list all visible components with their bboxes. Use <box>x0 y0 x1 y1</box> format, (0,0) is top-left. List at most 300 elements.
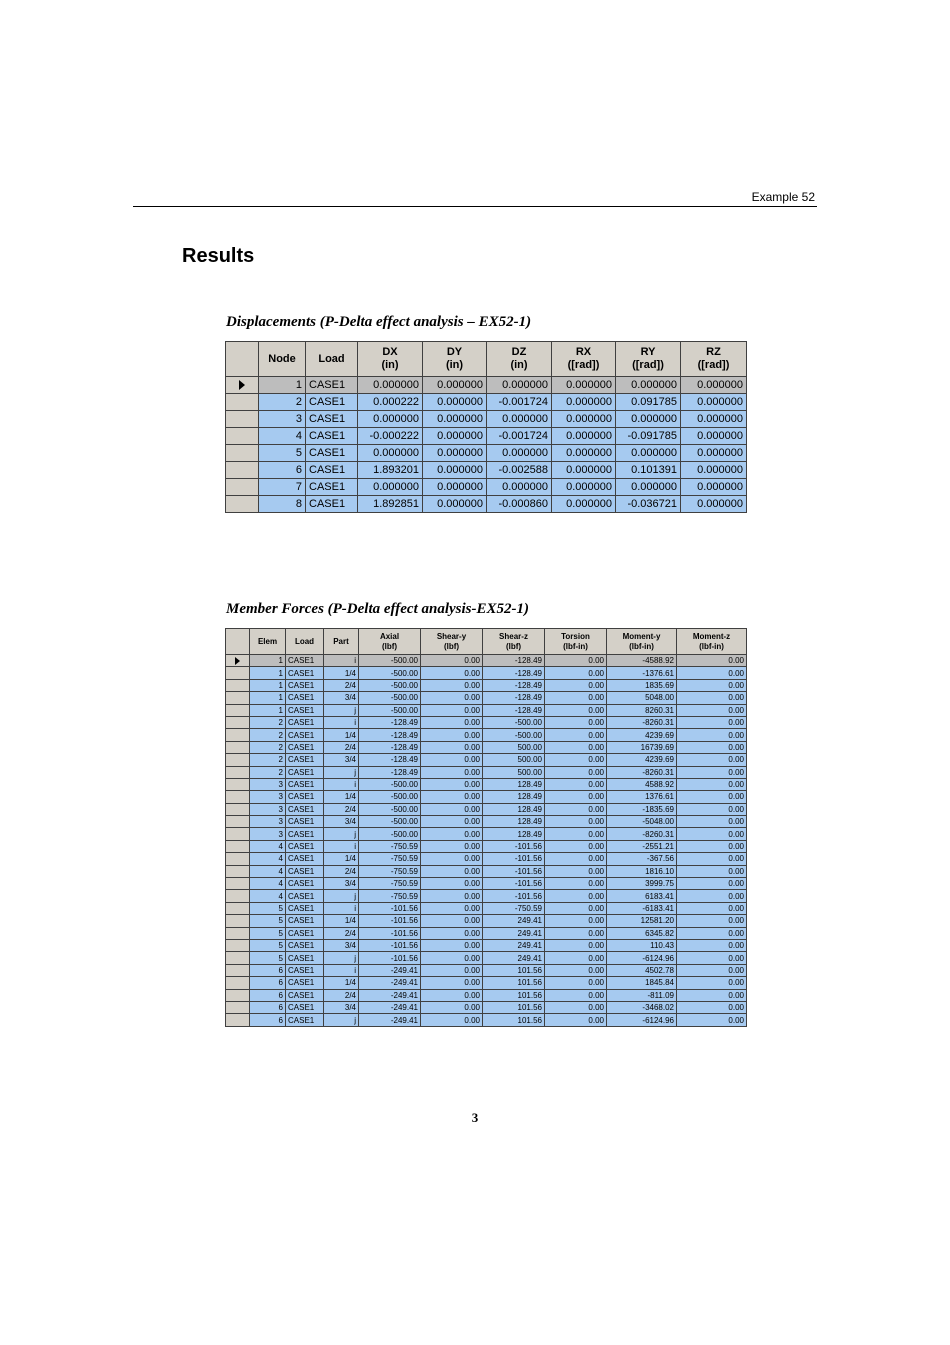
table-cell[interactable]: 1/4 <box>324 729 359 741</box>
table-row[interactable] <box>226 741 747 753</box>
table-row[interactable] <box>226 927 747 939</box>
table-cell[interactable]: CASE1 <box>306 445 358 462</box>
table-cell[interactable]: 4 <box>250 890 286 902</box>
table-cell[interactable]: 0.00 <box>421 890 483 902</box>
table-cell[interactable]: -500.00 <box>359 692 421 704</box>
table-row[interactable] <box>226 853 747 865</box>
table-cell[interactable]: 0.00 <box>421 741 483 753</box>
table-cell[interactable]: 6345.82 <box>607 927 677 939</box>
table-cell[interactable]: 0.00 <box>545 878 607 890</box>
table-cell[interactable]: -128.49 <box>483 692 545 704</box>
table-cell[interactable]: 0.000000 <box>616 479 681 496</box>
column-header[interactable]: RZ ([rad]) <box>681 342 747 377</box>
table-cell[interactable]: 0.00 <box>545 890 607 902</box>
table-cell[interactable]: 1 <box>250 692 286 704</box>
table-cell[interactable]: 0.000000 <box>487 479 552 496</box>
table-cell[interactable]: 0.00 <box>677 840 747 852</box>
table-cell[interactable]: 0.00 <box>677 989 747 1001</box>
row-selector[interactable] <box>226 853 250 865</box>
row-selector[interactable] <box>226 952 250 964</box>
table-cell[interactable]: -4588.92 <box>607 655 677 667</box>
table-cell[interactable]: 0.00 <box>421 791 483 803</box>
table-cell[interactable]: -0.091785 <box>616 428 681 445</box>
table-cell[interactable]: 2 <box>250 766 286 778</box>
table-cell[interactable]: 0.00 <box>421 766 483 778</box>
row-selector[interactable] <box>226 766 250 778</box>
table-cell[interactable]: -101.56 <box>483 840 545 852</box>
table-cell[interactable]: 0.00 <box>421 939 483 951</box>
table-cell[interactable]: 0.00 <box>421 865 483 877</box>
table-cell[interactable]: CASE1 <box>286 865 324 877</box>
table-cell[interactable]: -500.00 <box>359 816 421 828</box>
table-cell[interactable]: 0.00 <box>545 927 607 939</box>
table-cell[interactable]: 8 <box>259 496 306 513</box>
table-cell[interactable]: 1.892851 <box>358 496 423 513</box>
table-cell[interactable]: -500.00 <box>359 704 421 716</box>
column-header[interactable]: Shear-y (lbf) <box>421 629 483 655</box>
table-cell[interactable]: 4239.69 <box>607 754 677 766</box>
table-cell[interactable]: 5 <box>250 902 286 914</box>
table-row[interactable] <box>226 964 747 976</box>
table-cell[interactable]: 0.00 <box>545 667 607 679</box>
table-cell[interactable]: 0.00 <box>677 803 747 815</box>
table-cell[interactable]: i <box>324 716 359 728</box>
table-cell[interactable]: j <box>324 766 359 778</box>
table-cell[interactable]: i <box>324 840 359 852</box>
table-cell[interactable]: -101.56 <box>359 915 421 927</box>
table-cell[interactable]: 1 <box>250 655 286 667</box>
table-cell[interactable]: -0.000222 <box>358 428 423 445</box>
table-cell[interactable]: 5 <box>259 445 306 462</box>
table-cell[interactable]: CASE1 <box>286 679 324 691</box>
table-cell[interactable]: -6124.96 <box>607 1014 677 1026</box>
table-cell[interactable]: CASE1 <box>286 977 324 989</box>
table-cell[interactable]: 0.00 <box>677 828 747 840</box>
table-cell[interactable]: 0.000000 <box>552 411 616 428</box>
table-cell[interactable]: 0.000000 <box>423 479 487 496</box>
table-cell[interactable]: 0.00 <box>421 964 483 976</box>
table-cell[interactable]: -811.09 <box>607 989 677 1001</box>
table-cell[interactable]: 101.56 <box>483 989 545 1001</box>
table-cell[interactable]: 0.00 <box>545 655 607 667</box>
table-cell[interactable]: 249.41 <box>483 915 545 927</box>
table-cell[interactable]: -0.002588 <box>487 462 552 479</box>
table-cell[interactable]: 0.000000 <box>487 411 552 428</box>
table-row[interactable] <box>226 411 747 428</box>
table-cell[interactable]: 0.00 <box>545 741 607 753</box>
table-cell[interactable]: -101.56 <box>483 853 545 865</box>
table-cell[interactable]: 2/4 <box>324 741 359 753</box>
table-cell[interactable]: 500.00 <box>483 766 545 778</box>
table-cell[interactable]: 0.00 <box>545 828 607 840</box>
table-cell[interactable]: -5048.00 <box>607 816 677 828</box>
table-cell[interactable]: 0.000000 <box>423 377 487 394</box>
table-cell[interactable]: 2/4 <box>324 989 359 1001</box>
table-cell[interactable]: 0.00 <box>421 828 483 840</box>
table-cell[interactable]: 6 <box>259 462 306 479</box>
table-cell[interactable]: 0.000000 <box>552 428 616 445</box>
row-selector[interactable] <box>226 816 250 828</box>
table-row[interactable] <box>226 865 747 877</box>
table-cell[interactable]: 0.00 <box>421 840 483 852</box>
table-cell[interactable]: -500.00 <box>483 716 545 728</box>
table-cell[interactable]: 0.00 <box>421 704 483 716</box>
table-cell[interactable]: 0.000000 <box>552 377 616 394</box>
table-cell[interactable]: 0.00 <box>677 679 747 691</box>
table-cell[interactable]: CASE1 <box>286 902 324 914</box>
table-cell[interactable]: 0.00 <box>545 778 607 790</box>
table-cell[interactable]: -3468.02 <box>607 1001 677 1013</box>
table-cell[interactable]: i <box>324 655 359 667</box>
table-row[interactable] <box>226 939 747 951</box>
table-row[interactable] <box>226 462 747 479</box>
row-selector[interactable] <box>226 667 250 679</box>
table-cell[interactable]: -249.41 <box>359 1001 421 1013</box>
table-row[interactable] <box>226 890 747 902</box>
row-selector[interactable] <box>226 679 250 691</box>
table-cell[interactable]: 0.000222 <box>358 394 423 411</box>
row-selector[interactable] <box>226 704 250 716</box>
row-selector[interactable] <box>226 411 259 428</box>
table-row[interactable] <box>226 445 747 462</box>
row-selector[interactable] <box>226 655 250 667</box>
row-selector[interactable] <box>226 479 259 496</box>
table-cell[interactable]: 0.00 <box>677 791 747 803</box>
table-row[interactable] <box>226 667 747 679</box>
table-cell[interactable]: 0.00 <box>677 890 747 902</box>
column-header[interactable]: Part <box>324 629 359 655</box>
table-cell[interactable]: CASE1 <box>286 692 324 704</box>
table-cell[interactable]: -750.59 <box>359 853 421 865</box>
table-cell[interactable]: 0.00 <box>421 1014 483 1026</box>
table-cell[interactable]: 0.00 <box>421 667 483 679</box>
table-cell[interactable]: 0.00 <box>545 853 607 865</box>
table-cell[interactable]: 0.00 <box>545 729 607 741</box>
table-cell[interactable]: 0.00 <box>545 952 607 964</box>
table-cell[interactable]: CASE1 <box>286 1001 324 1013</box>
row-selector[interactable] <box>226 890 250 902</box>
column-header[interactable]: Axial (lbf) <box>359 629 421 655</box>
row-selector[interactable] <box>226 915 250 927</box>
table-cell[interactable]: CASE1 <box>286 704 324 716</box>
table-row[interactable] <box>226 778 747 790</box>
row-selector[interactable] <box>226 729 250 741</box>
table-cell[interactable]: 0.000000 <box>681 496 747 513</box>
table-cell[interactable]: CASE1 <box>286 964 324 976</box>
table-cell[interactable]: i <box>324 778 359 790</box>
table-cell[interactable]: 3999.75 <box>607 878 677 890</box>
table-cell[interactable]: CASE1 <box>306 428 358 445</box>
table-cell[interactable]: 500.00 <box>483 754 545 766</box>
table-cell[interactable]: 0.00 <box>677 1014 747 1026</box>
table-cell[interactable]: -2551.21 <box>607 840 677 852</box>
table-cell[interactable]: -750.59 <box>483 902 545 914</box>
table-cell[interactable]: -128.49 <box>359 766 421 778</box>
table-cell[interactable]: 12581.20 <box>607 915 677 927</box>
table-cell[interactable]: j <box>324 828 359 840</box>
table-cell[interactable]: 0.00 <box>545 754 607 766</box>
table-cell[interactable]: 0.00 <box>421 816 483 828</box>
table-cell[interactable]: 0.000000 <box>552 462 616 479</box>
table-cell[interactable]: 0.000000 <box>681 428 747 445</box>
table-cell[interactable]: j <box>324 1014 359 1026</box>
column-header[interactable]: Load <box>306 342 358 377</box>
table-cell[interactable]: 3/4 <box>324 816 359 828</box>
table-cell[interactable]: -500.00 <box>359 667 421 679</box>
table-cell[interactable]: 0.00 <box>545 716 607 728</box>
table-cell[interactable]: -249.41 <box>359 964 421 976</box>
table-cell[interactable]: 3 <box>250 778 286 790</box>
table-cell[interactable]: 0.00 <box>421 729 483 741</box>
table-cell[interactable]: 128.49 <box>483 778 545 790</box>
table-cell[interactable]: 1 <box>250 667 286 679</box>
table-cell[interactable]: 0.000000 <box>681 377 747 394</box>
table-cell[interactable]: j <box>324 704 359 716</box>
table-cell[interactable]: 0.00 <box>545 679 607 691</box>
table-cell[interactable]: 0.000000 <box>423 445 487 462</box>
table-cell[interactable]: -1376.61 <box>607 667 677 679</box>
table-cell[interactable]: 2/4 <box>324 927 359 939</box>
table-cell[interactable]: -128.49 <box>359 754 421 766</box>
row-selector[interactable] <box>226 377 259 394</box>
table-cell[interactable]: 0.000000 <box>552 394 616 411</box>
table-cell[interactable]: 0.00 <box>677 1001 747 1013</box>
table-cell[interactable]: 128.49 <box>483 803 545 815</box>
row-selector[interactable] <box>226 989 250 1001</box>
table-cell[interactable]: -500.00 <box>359 778 421 790</box>
table-cell[interactable]: 128.49 <box>483 791 545 803</box>
table-cell[interactable]: 3/4 <box>324 754 359 766</box>
table-cell[interactable]: 0.00 <box>545 791 607 803</box>
table-cell[interactable]: -0.036721 <box>616 496 681 513</box>
table-cell[interactable]: 3/4 <box>324 1001 359 1013</box>
table-cell[interactable]: 1845.84 <box>607 977 677 989</box>
table-cell[interactable]: 0.000000 <box>681 394 747 411</box>
table-cell[interactable]: 0.00 <box>677 655 747 667</box>
table-cell[interactable]: CASE1 <box>286 890 324 902</box>
row-selector[interactable] <box>226 902 250 914</box>
table-cell[interactable]: 0.00 <box>545 1001 607 1013</box>
table-cell[interactable]: 0.00 <box>677 816 747 828</box>
row-selector[interactable] <box>226 939 250 951</box>
table-cell[interactable]: 2/4 <box>324 679 359 691</box>
table-cell[interactable]: 4502.78 <box>607 964 677 976</box>
table-cell[interactable]: 0.000000 <box>423 394 487 411</box>
table-cell[interactable]: 4 <box>250 865 286 877</box>
table-row[interactable] <box>226 479 747 496</box>
table-cell[interactable]: -8260.31 <box>607 828 677 840</box>
table-cell[interactable]: -101.56 <box>359 939 421 951</box>
table-cell[interactable]: 0.000000 <box>423 428 487 445</box>
table-row[interactable] <box>226 377 747 394</box>
table-cell[interactable]: 0.000000 <box>358 377 423 394</box>
table-cell[interactable]: 7 <box>259 479 306 496</box>
table-cell[interactable]: 6 <box>250 1014 286 1026</box>
table-cell[interactable]: 0.00 <box>677 704 747 716</box>
table-row[interactable] <box>226 915 747 927</box>
column-header[interactable]: Node <box>259 342 306 377</box>
table-cell[interactable]: 0.00 <box>677 741 747 753</box>
table-cell[interactable]: 0.00 <box>421 915 483 927</box>
table-cell[interactable]: 0.000000 <box>681 479 747 496</box>
table-row[interactable] <box>226 496 747 513</box>
table-cell[interactable]: 4588.92 <box>607 778 677 790</box>
table-cell[interactable]: -0.001724 <box>487 428 552 445</box>
table-cell[interactable]: 2 <box>250 741 286 753</box>
table-cell[interactable]: CASE1 <box>286 878 324 890</box>
table-cell[interactable]: -101.56 <box>359 952 421 964</box>
table-row[interactable] <box>226 1001 747 1013</box>
row-selector[interactable] <box>226 878 250 890</box>
table-cell[interactable]: CASE1 <box>286 741 324 753</box>
table-cell[interactable]: 0.00 <box>545 840 607 852</box>
table-cell[interactable]: CASE1 <box>286 828 324 840</box>
table-cell[interactable]: 3/4 <box>324 692 359 704</box>
table-cell[interactable]: CASE1 <box>286 939 324 951</box>
table-row[interactable] <box>226 679 747 691</box>
table-cell[interactable]: -500.00 <box>483 729 545 741</box>
table-cell[interactable]: 0.00 <box>545 964 607 976</box>
table-cell[interactable]: -8260.31 <box>607 766 677 778</box>
table-cell[interactable]: 5 <box>250 915 286 927</box>
table-cell[interactable]: CASE1 <box>306 394 358 411</box>
table-cell[interactable]: 3 <box>259 411 306 428</box>
row-selector[interactable] <box>226 1001 250 1013</box>
table-row[interactable] <box>226 952 747 964</box>
table-cell[interactable]: CASE1 <box>286 754 324 766</box>
table-cell[interactable]: -128.49 <box>483 655 545 667</box>
table-cell[interactable]: 2 <box>259 394 306 411</box>
table-cell[interactable]: 0.00 <box>421 803 483 815</box>
row-selector[interactable] <box>226 865 250 877</box>
table-cell[interactable]: 3/4 <box>324 939 359 951</box>
table-cell[interactable]: 5 <box>250 952 286 964</box>
table-cell[interactable]: 0.00 <box>677 927 747 939</box>
table-cell[interactable]: 3 <box>250 803 286 815</box>
table-cell[interactable]: 0.00 <box>677 667 747 679</box>
row-selector[interactable] <box>226 741 250 753</box>
table-cell[interactable]: 5 <box>250 939 286 951</box>
column-header[interactable]: RY ([rad]) <box>616 342 681 377</box>
row-selector[interactable] <box>226 394 259 411</box>
row-selector[interactable] <box>226 927 250 939</box>
table-cell[interactable]: CASE1 <box>286 816 324 828</box>
table-row[interactable] <box>226 816 747 828</box>
table-cell[interactable]: 1376.61 <box>607 791 677 803</box>
table-cell[interactable]: 0.00 <box>677 952 747 964</box>
table-cell[interactable]: 0.000000 <box>423 462 487 479</box>
row-selector[interactable] <box>226 462 259 479</box>
table-cell[interactable]: CASE1 <box>306 479 358 496</box>
table-cell[interactable]: 1/4 <box>324 791 359 803</box>
column-header[interactable]: DX (in) <box>358 342 423 377</box>
table-cell[interactable]: 1/4 <box>324 915 359 927</box>
column-header[interactable]: Shear-z (lbf) <box>483 629 545 655</box>
table-cell[interactable]: 4239.69 <box>607 729 677 741</box>
row-selector[interactable] <box>226 977 250 989</box>
table-cell[interactable]: -750.59 <box>359 840 421 852</box>
table-cell[interactable]: 0.00 <box>677 853 747 865</box>
table-cell[interactable]: 0.000000 <box>552 496 616 513</box>
table-cell[interactable]: -249.41 <box>359 1014 421 1026</box>
table-cell[interactable]: 0.000000 <box>487 445 552 462</box>
table-row[interactable] <box>226 394 747 411</box>
table-cell[interactable]: CASE1 <box>286 791 324 803</box>
table-cell[interactable]: 0.101391 <box>616 462 681 479</box>
table-cell[interactable]: 110.43 <box>607 939 677 951</box>
row-selector[interactable] <box>226 445 259 462</box>
table-cell[interactable]: 0.00 <box>421 778 483 790</box>
row-selector[interactable] <box>226 716 250 728</box>
column-header[interactable]: DZ (in) <box>487 342 552 377</box>
table-cell[interactable]: -101.56 <box>483 890 545 902</box>
row-selector[interactable] <box>226 778 250 790</box>
table-cell[interactable]: CASE1 <box>286 729 324 741</box>
table-cell[interactable]: -101.56 <box>359 927 421 939</box>
table-cell[interactable]: 1 <box>250 679 286 691</box>
table-cell[interactable]: 6 <box>250 1001 286 1013</box>
table-cell[interactable]: 0.00 <box>677 964 747 976</box>
table-cell[interactable]: -500.00 <box>359 791 421 803</box>
table-cell[interactable]: 0.00 <box>421 977 483 989</box>
table-cell[interactable]: 0.00 <box>421 902 483 914</box>
table-cell[interactable]: 0.00 <box>421 679 483 691</box>
table-cell[interactable]: -128.49 <box>483 704 545 716</box>
table-cell[interactable]: 0.00 <box>677 778 747 790</box>
table-cell[interactable]: -128.49 <box>359 741 421 753</box>
table-cell[interactable]: CASE1 <box>286 989 324 1001</box>
table-cell[interactable]: 16739.69 <box>607 741 677 753</box>
table-cell[interactable]: 0.000000 <box>423 411 487 428</box>
table-cell[interactable]: 8260.31 <box>607 704 677 716</box>
row-selector[interactable] <box>226 964 250 976</box>
table-cell[interactable]: 0.000000 <box>358 445 423 462</box>
table-cell[interactable]: CASE1 <box>286 655 324 667</box>
table-cell[interactable]: 6 <box>250 964 286 976</box>
row-selector[interactable] <box>226 496 259 513</box>
row-selector[interactable] <box>226 803 250 815</box>
table-cell[interactable]: 2/4 <box>324 865 359 877</box>
row-selector[interactable] <box>226 754 250 766</box>
table-cell[interactable]: 4 <box>259 428 306 445</box>
table-cell[interactable]: 1 <box>259 377 306 394</box>
table-cell[interactable]: 0.000000 <box>616 445 681 462</box>
table-cell[interactable]: 500.00 <box>483 741 545 753</box>
row-selector[interactable] <box>226 692 250 704</box>
table-row[interactable] <box>226 704 747 716</box>
table-cell[interactable]: 0.00 <box>421 716 483 728</box>
table-cell[interactable]: -101.56 <box>483 878 545 890</box>
table-cell[interactable]: 2 <box>250 716 286 728</box>
table-cell[interactable]: i <box>324 964 359 976</box>
table-cell[interactable]: -249.41 <box>359 989 421 1001</box>
table-cell[interactable]: -101.56 <box>359 902 421 914</box>
table-row[interactable] <box>226 428 747 445</box>
table-cell[interactable]: 0.000000 <box>552 445 616 462</box>
table-cell[interactable]: 1835.69 <box>607 679 677 691</box>
table-cell[interactable]: -750.59 <box>359 878 421 890</box>
table-cell[interactable]: 2/4 <box>324 803 359 815</box>
column-header[interactable]: Moment-z (lbf-in) <box>677 629 747 655</box>
table-cell[interactable]: 0.00 <box>677 865 747 877</box>
table-row[interactable] <box>226 1014 747 1026</box>
table-cell[interactable]: CASE1 <box>286 778 324 790</box>
table-cell[interactable]: 0.000000 <box>358 479 423 496</box>
table-cell[interactable]: 0.00 <box>545 865 607 877</box>
table-cell[interactable]: 0.00 <box>545 977 607 989</box>
table-row[interactable] <box>226 878 747 890</box>
table-cell[interactable]: CASE1 <box>286 840 324 852</box>
